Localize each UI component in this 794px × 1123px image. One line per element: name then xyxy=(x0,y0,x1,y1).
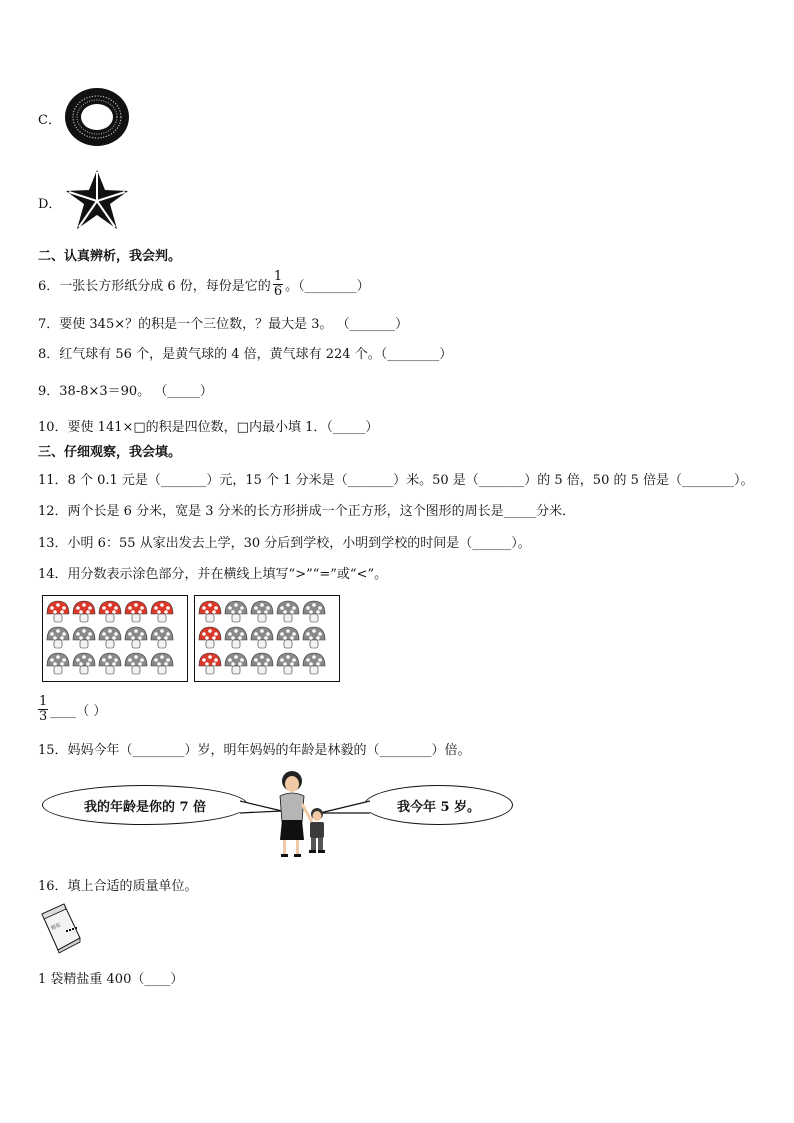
q16-answer: 1 袋精盐重 400（____） xyxy=(38,972,184,987)
mushroom-grid-right xyxy=(194,595,340,682)
q14-frac-den: 3 xyxy=(39,708,48,724)
ring-icon xyxy=(61,84,133,150)
star-pinwheel-icon xyxy=(62,166,132,234)
grid-left-mushroom-plain xyxy=(47,627,69,648)
option-d-letter: D． xyxy=(38,197,62,212)
grid-right-mushroom-plain xyxy=(277,627,299,648)
grid-left-mushroom-plain xyxy=(125,653,147,674)
grid-left-mushroom-plain xyxy=(47,653,69,674)
mother-child-illustration xyxy=(272,770,336,860)
grid-right-mushroom-plain xyxy=(225,627,247,648)
grid-left-mushroom-plain xyxy=(125,627,147,648)
grid-right-mushroom-plain xyxy=(277,601,299,622)
grid-right-mushroom-plain xyxy=(251,653,273,674)
grid-left-mushroom-plain xyxy=(151,653,173,674)
question-6 xyxy=(38,265,370,303)
speech-bubble-mother xyxy=(42,785,248,825)
grid-left-mushroom-plain xyxy=(73,653,95,674)
grid-right-mushroom-plain xyxy=(303,601,325,622)
question-8: 8．红气球有 56 个，是黄气球的 4 倍，黄气球有 224 个。（________） xyxy=(38,347,453,362)
grid-right-mushroom-plain xyxy=(303,653,325,674)
bubble-mother-text: 我的年龄是你的 7 倍 xyxy=(83,799,207,815)
grid-right-mushroom-shaded xyxy=(199,653,221,674)
grid-left-mushroom-shaded xyxy=(47,601,69,622)
grid-left-mushroom-plain xyxy=(99,653,121,674)
q14-answer xyxy=(38,689,106,729)
grid-left-mushroom-plain xyxy=(151,627,173,648)
q14-frac-num: 1 xyxy=(39,693,48,709)
grid-right-mushroom-plain xyxy=(277,653,299,674)
q6-fraction xyxy=(273,270,283,298)
salt-bag-label: 精盐 xyxy=(50,922,62,932)
grid-left-mushroom-plain xyxy=(99,627,121,648)
q6-text-before: 6．一张长方形纸分成 6 份，每份是它的 xyxy=(38,278,271,294)
question-14: 14．用分数表示涂色部分，并在横线上填写“>”“=”或“<”。 xyxy=(38,567,388,582)
grid-right-mushroom-plain xyxy=(303,627,325,648)
grid-left-mushroom-shaded xyxy=(151,601,173,622)
grid-left-mushroom-shaded xyxy=(125,601,147,622)
grid-right-mushroom-shaded xyxy=(199,601,221,622)
question-9: 9．38-8×3＝90。 （_____） xyxy=(38,384,213,399)
question-7: 7．要使 345×？的积是一个三位数，？最大是 3。 （_______） xyxy=(38,317,409,332)
grid-left-mushroom-plain xyxy=(73,627,95,648)
question-13: 13．小明 6：55 从家出发去上学，30 分后到学校，小明到学校的时间是（______）。 xyxy=(38,536,531,551)
section-3-title: 三、仔细观察，我会填。 xyxy=(38,445,182,460)
section-2-title: 二、认真辨析，我会判。 xyxy=(38,249,182,264)
option-c-letter: C． xyxy=(38,113,61,128)
q6-frac-den: 6 xyxy=(273,283,283,299)
question-10: 10．要使 141×□的积是四位数，□内最小填 1．（_____） xyxy=(38,420,379,435)
grid-left-mushroom-shaded xyxy=(73,601,95,622)
grid-right-mushroom-plain xyxy=(251,627,273,648)
salt-bag-icon xyxy=(36,900,84,954)
q6-frac-num: 1 xyxy=(273,268,283,284)
bubble-child-text: 我今年 5 岁。 xyxy=(396,799,481,815)
speech-bubble-child xyxy=(364,785,513,825)
grid-right-mushroom-shaded xyxy=(199,627,221,648)
q6-text-after: 。（________） xyxy=(285,278,370,294)
mushroom-grid-left-drawing xyxy=(43,596,187,681)
grid-left-mushroom-shaded xyxy=(99,601,121,622)
question-12: 12．两个长是 6 分米，宽是 3 分米的长方形拼成一个正方形，这个图形的周长是_____分米． xyxy=(38,504,576,519)
question-15: 15．妈妈今年（________）岁，明年妈妈的年龄是林毅的（________）倍。 xyxy=(38,743,471,758)
grid-right-mushroom-plain xyxy=(225,601,247,622)
q14-tail: ____（ ） xyxy=(50,703,107,719)
mushroom-grid-left xyxy=(42,595,188,682)
q14-fraction xyxy=(38,695,48,723)
grid-right-mushroom-plain xyxy=(225,653,247,674)
question-11: 11．8 个 0.1 元是（_______）元，15 个 1 分米是（_______）米。50 是（_______）的 5 倍，50 的 5 倍是（________）。 xyxy=(38,473,754,488)
mushroom-grid-right-drawing xyxy=(195,596,339,681)
question-16: 16．填上合适的质量单位。 xyxy=(38,879,198,894)
grid-right-mushroom-plain xyxy=(251,601,273,622)
